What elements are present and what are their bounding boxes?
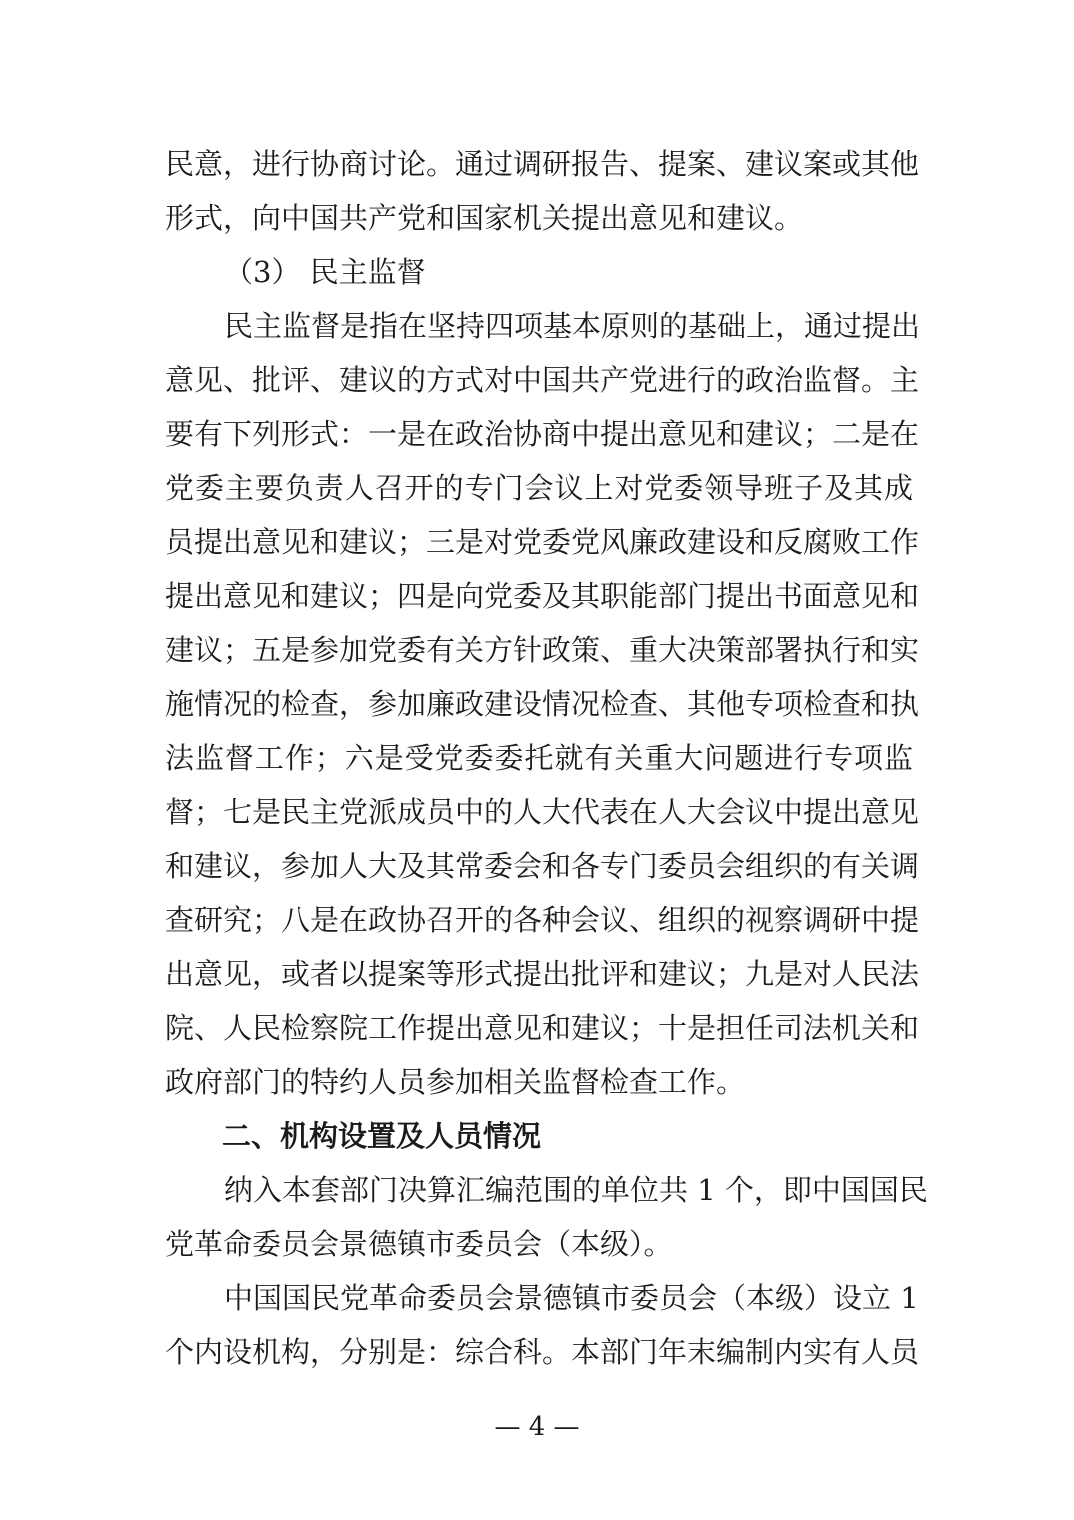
text-line: 员提出意见和建议；三是对党委党风廉政建设和反腐败工作 bbox=[165, 525, 920, 559]
text-line: 院、人民检察院工作提出意见和建议；十是担任司法机关和 bbox=[165, 1011, 920, 1045]
text-line: 形式，向中国共产党和国家机关提出意见和建议。 bbox=[165, 201, 804, 235]
paragraph-first-line: 纳入本套部门决算汇编范围的单位共 1 个，即中国国民 bbox=[224, 1173, 928, 1207]
text-line: 民意，进行协商讨论。通过调研报告、提案、建议案或其他 bbox=[165, 147, 920, 181]
text-line: 督；七是民主党派成员中的人大代表在人大会议中提出意见 bbox=[165, 795, 920, 829]
text-line: 党革命委员会景德镇市委员会（本级）。 bbox=[165, 1227, 673, 1261]
section-heading: 二、机构设置及人员情况 bbox=[222, 1119, 542, 1153]
text-line: 出意见，或者以提案等形式提出批评和建议；九是对人民法 bbox=[165, 957, 920, 991]
text-line: 查研究；八是在政协召开的各种会议、组织的视察调研中提 bbox=[165, 903, 920, 937]
text-line: 建议；五是参加党委有关方针政策、重大决策部署执行和实 bbox=[165, 633, 920, 667]
text-line: 意见、批评、建议的方式对中国共产党进行的政治监督。主 bbox=[165, 363, 920, 397]
subsection-heading: （3） 民主监督 bbox=[224, 255, 426, 289]
text-line: 党委主要负责人召开的专门会议上对党委领导班子及其成 bbox=[165, 471, 913, 505]
text-line: 要有下列形式：一是在政治协商中提出意见和建议；二是在 bbox=[165, 417, 920, 451]
paragraph-first-line: 民主监督是指在坚持四项基本原则的基础上，通过提出 bbox=[224, 309, 921, 343]
text-line: 提出意见和建议；四是向党委及其职能部门提出书面意见和 bbox=[165, 579, 920, 613]
text-line: 法监督工作；六是受党委委托就有关重大问题进行专项监 bbox=[165, 741, 913, 775]
paragraph-first-line: 中国国民党革命委员会景德镇市委员会（本级）设立 1 bbox=[224, 1281, 919, 1315]
text-line: 个内设机构，分别是：综合科。本部门年末编制内实有人员 bbox=[165, 1335, 920, 1369]
text-line: 政府部门的特约人员参加相关监督检查工作。 bbox=[165, 1065, 746, 1099]
text-line: 和建议，参加人大及其常委会和各专门委员会组织的有关调 bbox=[165, 849, 920, 883]
text-line: 施情况的检查，参加廉政建设情况检查、其他专项检查和执 bbox=[165, 687, 920, 721]
page-number: — 4 — bbox=[494, 1412, 580, 1442]
